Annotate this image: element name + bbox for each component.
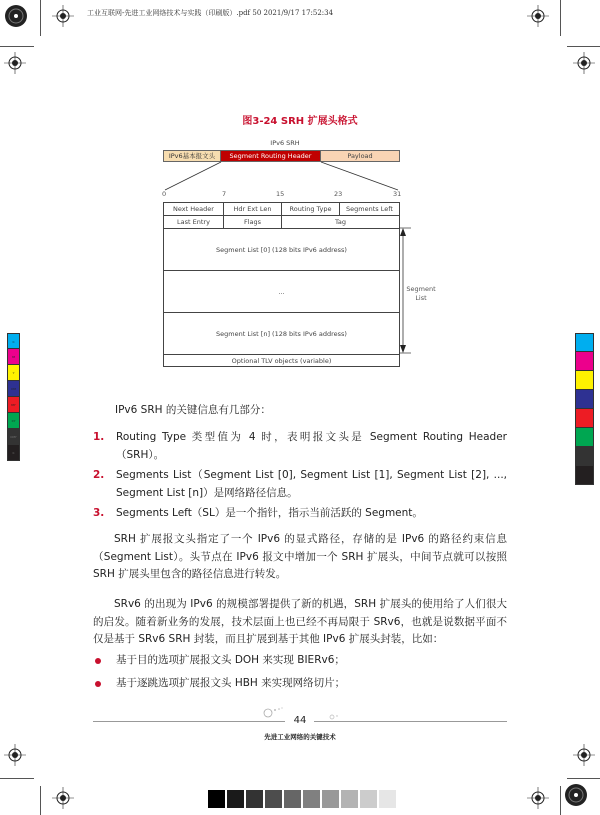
- footer-ornament-icon: [328, 713, 340, 721]
- list-number: 2.: [93, 469, 105, 481]
- bullet-dot-icon: [95, 658, 101, 664]
- crosshair-mark-icon: [4, 52, 26, 74]
- gray-swatch: [227, 790, 244, 808]
- crosshair-mark-icon: [527, 5, 549, 27]
- srh-label: IPv6 SRH: [270, 139, 300, 147]
- bit-number: 23: [334, 190, 343, 198]
- color-swatch: CMY: [7, 429, 20, 445]
- crop-mark: [567, 778, 600, 779]
- paragraph: SRv6 的出现为 IPv6 的规模部署提供了新的机遇，SRH 扩展头的使用给了人们很大的启发。随着新业务的发展，技术层面上也已经不再局限于 SRv6，也就是说数据平面不仅是基于 SRv6 SRH 封装，而且扩展到基于其他 IPv6 扩展头封装，比如：: [93, 598, 507, 645]
- list-number: 3.: [93, 507, 105, 519]
- gray-swatch: [341, 790, 358, 808]
- footer-ornament-icon: [262, 706, 284, 718]
- gray-swatch: [322, 790, 339, 808]
- color-swatch: [575, 352, 594, 371]
- bit-number: 7: [222, 190, 227, 198]
- crop-mark: [40, 786, 41, 815]
- optional-tlv-row: Optional TLV objects (variable): [163, 355, 400, 367]
- numbered-list-item: [93, 467, 507, 502]
- footer-rule-left: [93, 721, 285, 722]
- crop-mark: [560, 0, 561, 36]
- crop-mark: [0, 46, 34, 47]
- footer-book-title: 先进工业网络的关键技术: [264, 733, 336, 741]
- crosshair-mark-icon: [527, 787, 549, 809]
- flags-field: Flags: [224, 216, 282, 228]
- crop-mark: [0, 778, 34, 779]
- left-color-bar: [7, 333, 20, 461]
- color-swatch: [575, 428, 594, 447]
- list-number: 1.: [93, 431, 105, 443]
- registration-target-icon: [4, 4, 28, 28]
- gray-swatch: [284, 790, 301, 808]
- intro-text: IPv6 SRH 的关键信息有几部分：: [115, 404, 271, 416]
- segment-list-0: Segment List [0] (128 bits IPv6 address): [163, 229, 400, 271]
- color-swatch: [575, 371, 594, 390]
- color-swatch: Y: [7, 365, 20, 381]
- list-text: Segments Left（SL）是一个指针，指示当前活跃的 Segment。: [116, 507, 423, 519]
- gray-swatch: [265, 790, 282, 808]
- header-row-2: [163, 216, 400, 229]
- color-swatch: M: [7, 349, 20, 365]
- crosshair-mark-icon: [573, 52, 595, 74]
- color-swatch: MY: [7, 397, 20, 413]
- figure-title: 图3-24 SRH 扩展头格式: [242, 116, 358, 127]
- segments-left-field: Segments Left: [346, 205, 393, 213]
- color-swatch: CM: [7, 381, 20, 397]
- numbered-list-item: [93, 505, 507, 523]
- next-header-field: Next Header: [164, 203, 224, 215]
- numbered-list-item: [93, 429, 507, 464]
- segment-list-side-label: [403, 285, 439, 303]
- list-text: Routing Type 类型值为 4 时，表明报文头是 Segment Routing Header（SRH）。: [116, 431, 507, 461]
- color-swatch: [575, 466, 594, 485]
- color-swatch: [575, 390, 594, 409]
- bullet-item: [93, 652, 507, 670]
- bullet-text: 基于目的选项扩展报文头 DOH 来实现 BIERv6；: [116, 654, 345, 666]
- bit-number: 0: [162, 190, 167, 198]
- color-swatch: [575, 333, 594, 352]
- crosshair-mark-icon: [573, 744, 595, 766]
- last-entry-field: Last Entry: [164, 216, 224, 228]
- bullet-item: [93, 675, 507, 693]
- side-label-line1: Segment: [406, 285, 436, 293]
- gray-swatch: [360, 790, 377, 808]
- segment-list-ellipsis: ...: [163, 271, 400, 313]
- color-swatch: [575, 447, 594, 466]
- print-header: 工业互联网-先进工业网络技术与实践（印刷版）.pdf 50 2021/9/17 17:52:34: [87, 9, 334, 17]
- side-label-line2: List: [415, 294, 427, 302]
- color-swatch: K: [7, 445, 20, 461]
- bullet-text: 基于逐跳选项扩展报文头 HBH 来实现网络切片；: [116, 677, 346, 689]
- routing-type-field: Routing Type: [282, 203, 340, 215]
- crop-mark: [560, 786, 561, 815]
- bullet-dot-icon: [95, 681, 101, 687]
- paragraph: SRH 扩展报文头指定了一个 IPv6 的显式路径，存储的是 IPv6 的路径约束信息（Segment List）。头节点在 IPv6 报文中增加一个 SRH 扩展头，中间节点就可以按照 SRH 扩展头里包含的路径信息进行转发。: [93, 533, 507, 580]
- srh-format-table: [163, 202, 400, 367]
- gray-swatch: [208, 790, 225, 808]
- list-text: Segments List（Segment List [0], Segment List [1], Segment List [2], ..., Segment List [n]）是网络路径信息。: [116, 469, 507, 499]
- color-swatch: [575, 409, 594, 428]
- header-row-1: [163, 202, 400, 216]
- gray-swatch: [303, 790, 320, 808]
- tag-field: Tag: [334, 218, 346, 226]
- gray-swatch: [246, 790, 263, 808]
- ipv6-basic-header-box: IPv6基本报文头: [163, 150, 221, 162]
- srh-box: Segment Routing Header: [220, 150, 321, 162]
- crop-mark: [40, 0, 41, 36]
- registration-target-icon: [564, 783, 588, 807]
- crop-mark: [567, 46, 600, 47]
- bit-number: 15: [276, 190, 285, 198]
- bit-number: 31: [393, 190, 402, 198]
- crosshair-mark-icon: [52, 787, 74, 809]
- segment-list-n: Segment List [n] (128 bits IPv6 address): [163, 313, 400, 355]
- color-swatch: C: [7, 333, 20, 349]
- footer-rule-right: [314, 721, 507, 722]
- right-color-bar: [575, 333, 594, 485]
- crosshair-mark-icon: [52, 5, 74, 27]
- expansion-lines: [160, 160, 410, 192]
- gray-swatch: [379, 790, 396, 808]
- color-swatch: CY: [7, 413, 20, 429]
- hdr-ext-len-field: Hdr Ext Len: [224, 203, 282, 215]
- payload-box: Payload: [320, 150, 400, 162]
- crosshair-mark-icon: [4, 744, 26, 766]
- page-number: 44: [293, 715, 307, 726]
